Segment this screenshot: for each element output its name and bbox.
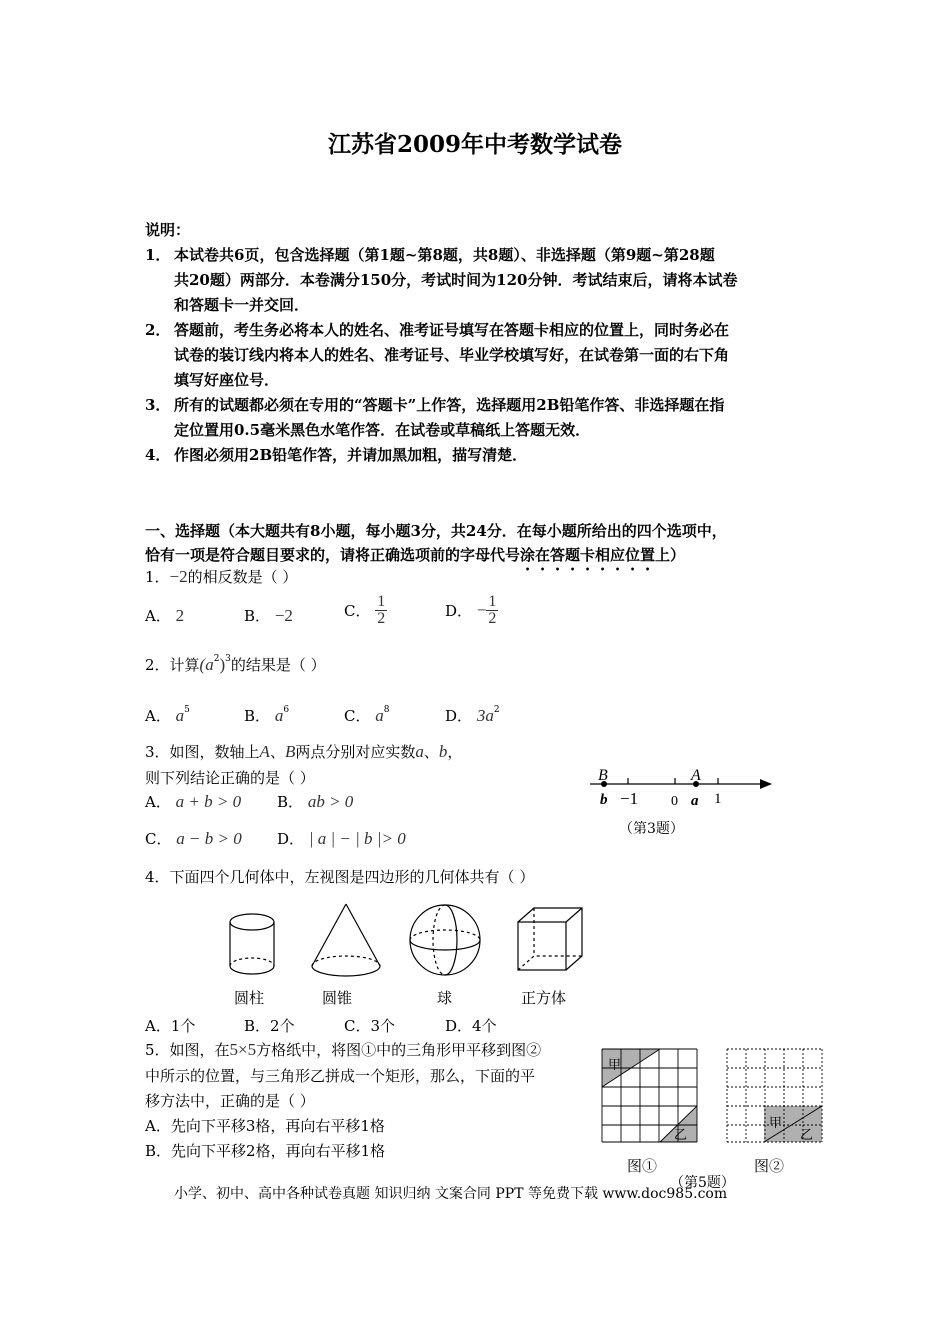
option-label: D． (445, 602, 473, 620)
q2-inner-exponent: 2 (213, 654, 220, 664)
option-value: 3个 (370, 1017, 396, 1035)
q3-var-a: a (415, 742, 424, 761)
q4-option-c (344, 1015, 395, 1036)
option-label: A． (145, 607, 171, 625)
q2-option-b (244, 705, 289, 726)
tick-1-label: 1 (714, 791, 722, 807)
q5-option-a (145, 1115, 385, 1136)
q5-grids-figure (600, 1047, 830, 1147)
q2-close-paren: ) (219, 655, 226, 674)
tick-neg1-label: −1 (620, 789, 639, 808)
fraction-denominator: 2 (377, 610, 386, 627)
q1-number: 1． (145, 568, 170, 586)
option-value: 先向下平移3格，再向右平移1格 (170, 1117, 385, 1135)
q5-grid-expr: 5×5 (229, 1040, 257, 1059)
option-expression: a − b > 0 (176, 829, 242, 848)
q3-point-a: A (259, 742, 270, 761)
q2-outer-exponent: 3 (225, 654, 231, 664)
q5-option-b (145, 1140, 385, 1161)
option-exponent: 8 (383, 705, 390, 715)
number-line-figure (580, 762, 790, 840)
q3-caption: （第3题） (619, 821, 684, 837)
label-jia-1: 甲 (608, 1058, 622, 1073)
option-value: 2个 (270, 1017, 295, 1035)
question-2 (145, 654, 326, 675)
page-title: 江苏省2009年中考数学试卷 (327, 131, 622, 158)
option-label: D． (445, 707, 473, 725)
point-a-label: A (691, 767, 701, 784)
option-label: C． (145, 830, 172, 848)
q1-text: 的相反数是（ ） (187, 568, 298, 586)
option-base: a (274, 706, 284, 725)
fraction-denominator: 2 (488, 610, 497, 627)
section-heading-text-a: 恰有一项是符合题目要求的，请将正确选项前的字母代号 (145, 546, 521, 564)
shape-label-cube: 正方体 (521, 989, 567, 1007)
label-yi-1: 乙 (674, 1128, 688, 1143)
point-b-label: B (598, 767, 608, 784)
option-label: A． (145, 1017, 171, 1035)
note-2-line-3: 填写好座位号． (174, 371, 280, 389)
question-4: 4．下面四个几何体中，左视图是四边形的几何体共有（ ） (145, 868, 535, 886)
fraction-numerator: 1 (377, 593, 386, 610)
q2-option-c (344, 705, 390, 726)
option-label: C． (344, 1017, 371, 1035)
note-4-num: 4． (145, 446, 171, 464)
option-value: −2 (274, 606, 293, 625)
q5-caption: （第5题） (670, 1175, 735, 1191)
option-value: 2 (175, 606, 185, 625)
option-label: D． (277, 830, 305, 848)
cone-icon (312, 904, 380, 976)
q1-option-d (445, 594, 498, 627)
q3-text-b: 两点分别对应实数 (295, 743, 416, 761)
q5-text-a: 5．如图，在 (145, 1041, 230, 1059)
question-5-line-2: 中所示的位置，与三角形乙拼成一个矩形，那么，下面的平 (145, 1067, 536, 1085)
option-label: A． (145, 793, 171, 811)
label-yi-2: 乙 (800, 1128, 814, 1143)
option-value: 先向下平移2格，再向右平移1格 (171, 1142, 386, 1160)
note-1-line-1: 本试卷共6页，包含选择题（第1题~第8题，共8题）、非选择题（第9题~第28题 (174, 246, 715, 264)
q1-option-c (344, 594, 387, 627)
cylinder-icon (230, 914, 274, 974)
option-label: D． (445, 1017, 473, 1035)
note-4-line-1: 作图必须用2B铅笔作答，并请加黑加粗，描写清楚． (174, 446, 528, 464)
sphere-icon (410, 905, 480, 975)
note-1-num: 1． (145, 246, 171, 264)
note-3-line-1: 所有的试题都必须在专用的“答题卡”上作答，选择题用2B铅笔作答、非选择题在指 (174, 396, 725, 414)
q2-option-d (445, 705, 500, 726)
option-label: B． (145, 1142, 172, 1160)
question-5-line-3: 移方法中，正确的是（ ） (145, 1092, 315, 1110)
q4-option-a (145, 1015, 195, 1036)
section-heading-emphasis: 涂在答题卡相应位置 (520, 546, 656, 564)
note-3-num: 3． (145, 396, 171, 414)
fraction-numerator: 1 (488, 593, 497, 610)
q5-text-b: 方格纸中，将图①中的三角形甲平移到图② (256, 1041, 542, 1059)
fraction (375, 594, 387, 627)
q4-option-b (244, 1015, 295, 1036)
option-expression: ab > 0 (307, 792, 354, 811)
note-2-line-1: 答题前，考生务必将本人的姓名、准考证号填写在答题卡相应的位置上，同时务必在 (174, 321, 730, 339)
option-label: B． (244, 1017, 271, 1035)
option-exponent: 2 (493, 705, 500, 715)
shape-label-sphere: 球 (437, 989, 453, 1007)
fig2-label: 图② (754, 1157, 785, 1175)
var-a-label: a (691, 793, 699, 809)
q3-option-c (145, 828, 242, 849)
q3-text-a: 3．如图，数轴上 (145, 743, 260, 761)
option-base: a (375, 706, 384, 725)
q2-prefix: 2．计算 (145, 656, 200, 674)
option-exponent: 5 (184, 705, 190, 715)
q3-var-b: b (438, 742, 448, 761)
q1-expression: −2 (169, 567, 188, 586)
section-heading-line-1: 一、选择题（本大题共有8小题，每小题3分，共24分．在每小题所给出的四个选项中， (145, 522, 727, 540)
note-1-line-3: 和答题卡一并交回． (174, 296, 310, 314)
option-label: B． (244, 707, 271, 725)
minus-sign: − (476, 600, 487, 620)
option-base: a (175, 706, 185, 725)
q3-separator: 、 (423, 743, 439, 761)
q2-option-a (145, 705, 190, 726)
option-label: A． (145, 1117, 171, 1135)
shape-label-cylinder: 圆柱 (234, 989, 265, 1007)
note-1-line-2: 共20题）两部分．本卷满分150分，考试时间为120分钟．考试结束后，请将本试卷 (174, 271, 738, 289)
note-3-line-2: 定位置用0.5毫米黑色水笔作答．在试卷或草稿纸上答题无效． (174, 421, 591, 439)
q3-text-c: ， (447, 743, 463, 761)
footer-text: 小学、初中、高中各种试卷真题 知识归纳 文案合同 PPT 等免费下载 www.doc985.com (174, 1186, 728, 1202)
q3-option-d (277, 828, 406, 849)
q3-point-b: B (284, 742, 296, 761)
option-expression: a + b > 0 (175, 792, 242, 811)
q2-expr-base: (a (199, 655, 214, 674)
shape-label-cone: 圆锥 (322, 989, 353, 1007)
grid-figure-1 (602, 1049, 697, 1143)
note-2-num: 2． (145, 321, 171, 339)
note-2-line-2: 试卷的装订线内将本人的姓名、准考证号、毕业学校填写好，在试卷第一面的右下角 (174, 346, 730, 364)
q1-option-b (244, 605, 293, 626)
q2-suffix: 的结果是（ ） (230, 656, 326, 674)
option-exponent: 6 (283, 705, 290, 715)
grid-figure-2 (727, 1049, 822, 1143)
option-expression: | a | − | b |> 0 (308, 829, 406, 848)
var-b-label: b (600, 792, 608, 808)
arrow-head-icon (760, 779, 772, 789)
question-1 (145, 566, 297, 587)
q3-separator: 、 (269, 743, 285, 761)
solid-shapes-figure (220, 900, 600, 982)
cube-icon (518, 908, 582, 970)
option-label: C． (344, 602, 371, 620)
fig1-label: 图① (627, 1157, 658, 1175)
question-3-line-1 (145, 741, 462, 762)
q3-option-b (277, 791, 353, 812)
option-value: 4个 (472, 1017, 497, 1035)
option-label: B． (244, 607, 271, 625)
option-base: 3a (476, 706, 494, 725)
option-label: C． (344, 707, 371, 725)
q3-option-a (145, 791, 241, 812)
option-value: 1个 (170, 1017, 196, 1035)
q1-option-a (145, 605, 184, 626)
section-heading-text-c: 上） (655, 546, 686, 564)
label-jia-2: 甲 (769, 1116, 783, 1131)
notes-heading: 说明： (145, 221, 191, 239)
q4-option-d (445, 1015, 497, 1036)
tick-0-label: 0 (671, 794, 678, 809)
option-label: A． (145, 707, 171, 725)
question-3-line-2: 则下列结论正确的是（ ） (145, 769, 315, 787)
fraction (486, 594, 498, 627)
question-5-line-1 (145, 1039, 541, 1060)
option-label: B． (277, 793, 304, 811)
